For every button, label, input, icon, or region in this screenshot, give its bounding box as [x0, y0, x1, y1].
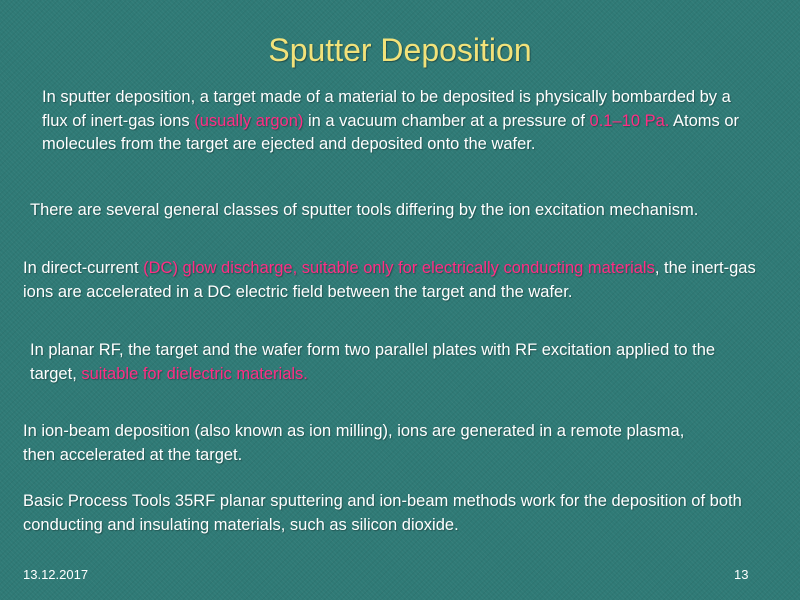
paragraph-ion-beam: In ion-beam deposition (also known as ion milling), ions are generated in a remote plasma, then accelerated at the target. [23, 422, 685, 464]
text-segment: in a vacuum chamber at a pressure of [303, 111, 590, 130]
highlight-pressure: 0.1–10 Pa. [589, 111, 670, 130]
text-segment: In planar RF, the target and the wafer form two parallel plates with RF excitation applied to the target, [30, 341, 716, 383]
text-segment: Atoms or molecules from the target are ejected and deposited onto the wafer. [42, 111, 740, 153]
text-segment: , the inert-gas ions are accelerated in a DC electric field between the target and the wafer. [23, 259, 756, 301]
paragraph-tool-classes: There are several general classes of sputter tools differing by the ion excitation mechanism. [30, 201, 699, 219]
text-segment: In sputter deposition, a target made of a material to be deposited is physically bombarded by a flux of inert-gas ions [42, 88, 731, 130]
highlight-dielectric: suitable for dielectric materials. [81, 364, 308, 383]
paragraph-dc-discharge [23, 257, 778, 304]
highlight-usually-argon: (usually argon) [194, 111, 304, 130]
page-number: 13 [734, 567, 749, 582]
paragraph-planar-rf [30, 339, 750, 386]
footer-date: 13.12.2017 [23, 567, 89, 582]
highlight-dc-glow: (DC) glow discharge, suitable only for electrically conducting materials [143, 259, 655, 277]
paragraph-basic-process-tools: Basic Process Tools 35RF planar sputtering and ion-beam methods work for the deposition of both conducting and insulating materials, such as silicon dioxide. [23, 492, 742, 534]
paragraph-sputter-intro [42, 86, 757, 157]
text-segment: In direct-current [23, 259, 144, 277]
slide-title: Sputter Deposition [268, 32, 532, 68]
